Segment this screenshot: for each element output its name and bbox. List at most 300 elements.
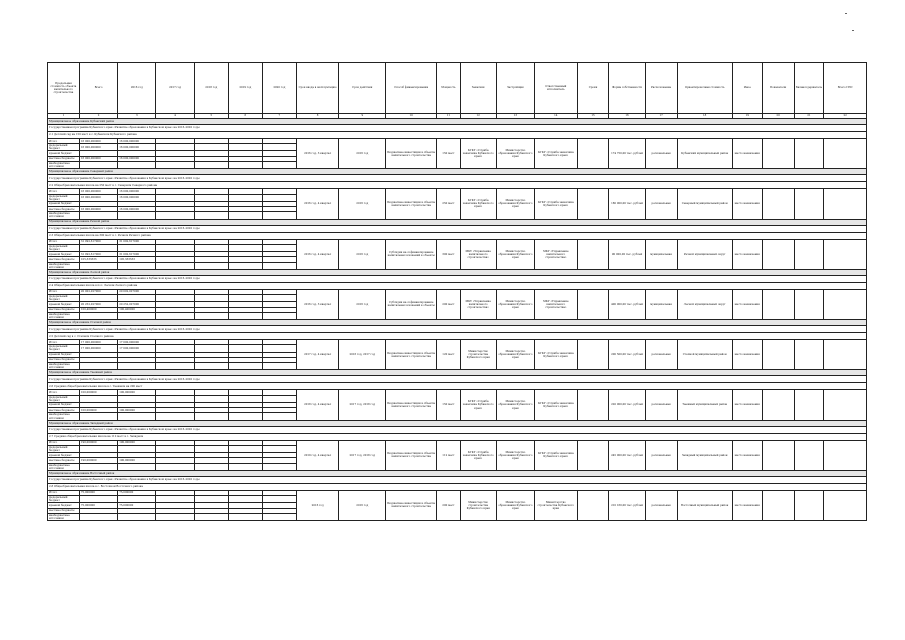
column-number: 12: [460, 114, 496, 119]
finance-total: [79, 496, 117, 503]
object-row: [48, 483, 867, 490]
finance-year-cell: [262, 194, 296, 201]
estimated-cost: 90 000,00 тыс. рублей: [609, 239, 645, 269]
finance-year-cell: [228, 262, 262, 269]
finance-year-cell: [228, 212, 262, 219]
executor: КГКУ «Служба заказчика Кубанского края»: [535, 390, 578, 420]
capacity: 200 мест: [437, 289, 460, 319]
location: Речной муниципальный округ: [677, 239, 732, 269]
finance-source-label: местные бюджеты: [48, 408, 80, 413]
finance-year-cell: [194, 212, 228, 219]
finance-year-cell: [262, 363, 296, 370]
estimated-cost: 180 000,00 тыс. рублей: [609, 189, 645, 219]
municipality-title: Муниципальное образование Таежный район: [48, 370, 867, 376]
finance-total: 17 000,000000: [79, 340, 117, 345]
column-header: Ответственный исполнитель: [535, 63, 578, 114]
finance-source-label: внебюджетные источники: [48, 162, 80, 169]
finance-year-cell: [194, 513, 228, 520]
executor: МКУ «Управление капитального строительства»: [535, 289, 578, 319]
finance-source-label: федеральный бюджет: [48, 295, 80, 302]
finance-total: [79, 445, 117, 452]
column-header: Заказчик: [460, 63, 496, 114]
finance-year-cell: [156, 162, 194, 169]
column-header: 2019 год: [228, 63, 262, 114]
customer: Министерство строительства Кубанского края: [460, 490, 496, 520]
finance-total: 100,000000: [79, 390, 117, 395]
commissioning-date: 2016 год, 3 квартал: [296, 289, 339, 319]
finance-total: 31 092,617000: [79, 239, 117, 244]
period: [577, 239, 609, 269]
finance-year-2016: 20 252,027000: [118, 302, 156, 307]
executor: КГКУ «Служба заказчика Кубанского края»: [535, 189, 578, 219]
finance-year-cell: [156, 194, 194, 201]
developer-note: [824, 440, 867, 470]
finance-total: [79, 162, 117, 169]
municipality-title: Муниципальное образование Северный район: [48, 169, 867, 175]
finance-year-2016: [118, 463, 156, 470]
object-title: 2.1 Детский сад на 150 мест в с. Кубанском Кубанского района: [48, 132, 867, 139]
location: Северный муниципальный район: [677, 189, 732, 219]
balance-holder: место назначения: [732, 239, 762, 269]
finance-source-label: федеральный бюджет: [48, 144, 80, 151]
finance-source-label: федеральный бюджет: [48, 445, 80, 452]
municipality-title: Муниципальное образование Речной район: [48, 219, 867, 225]
finance-source-label: местные бюджеты: [48, 508, 80, 513]
object-row: [48, 333, 867, 340]
column-number: 22: [824, 114, 867, 119]
finance-source-label: краевой бюджет: [48, 402, 80, 407]
column-number: 2: [79, 114, 117, 119]
ownership-form: региональная: [645, 340, 677, 370]
finance-source-label: внебюджетные источники: [48, 262, 80, 269]
developer-note: [824, 239, 867, 269]
finance-year-2016: 20 002,027000: [118, 289, 156, 294]
finance-source-label: местные бюджеты: [48, 458, 80, 463]
finance-total: 75,000000: [79, 503, 117, 508]
developer-note: [824, 139, 867, 169]
object-row: [48, 282, 867, 289]
capacity-note: [762, 189, 794, 219]
finance-year-2016: 16 000,000000: [118, 144, 156, 151]
financing-method: Бюджетные инвестиции в объекты капитального строительства: [386, 390, 437, 420]
finance-year-cell: [262, 162, 296, 169]
customer: КГКУ «Служба заказчика Кубанского края»: [460, 189, 496, 219]
commissioning-date: 2016 год, 4 квартал: [296, 239, 339, 269]
finance-year-2016: 75,000000: [118, 490, 156, 495]
program-row: [48, 326, 867, 333]
table-header-row: [48, 63, 867, 114]
finance-total: 17 000,000000: [79, 345, 117, 352]
finance-year-2016: [118, 262, 156, 269]
commissioning-date: 2016 год, 3 квартал: [296, 139, 339, 169]
financing-method: Бюджетные инвестиции в объекты капитального строительства: [386, 139, 437, 169]
capacity-note: [762, 239, 794, 269]
table-body: [48, 119, 867, 521]
ownership-form: региональная: [645, 490, 677, 520]
commissioning-date: 2019 год, 4 квартал: [296, 440, 339, 470]
column-header: Показатели: [762, 63, 794, 114]
column-header: Способ финансирования: [386, 63, 437, 114]
object-row: [48, 433, 867, 440]
developer: Министерство образования Кубанского края: [496, 440, 534, 470]
finance-total: [79, 312, 117, 319]
finance-year-2016: 31 092,617000: [118, 239, 156, 244]
object-title: 2.4 Общеобразовательная школа в пос. Лесном Лесного района: [48, 282, 867, 289]
financing-method: Бюджетные инвестиции в объекты капитального строительства: [386, 490, 437, 520]
finance-total: 16 000,000000: [79, 144, 117, 151]
column-header: Расположение: [645, 63, 677, 114]
column-header: Предельная стоимость объекта капитального строительства: [48, 63, 80, 114]
developer: Министерство образования Кубанского края: [496, 189, 534, 219]
capacity-note: [762, 139, 794, 169]
period: [577, 490, 609, 520]
finance-source-label: Итого: [48, 490, 80, 495]
finance-year-cell: [156, 262, 194, 269]
ownership-form: муниципальная: [645, 289, 677, 319]
location: Западный муниципальный район: [677, 440, 732, 470]
finance-year-cell: [228, 295, 262, 302]
estimated-cost: 245 000,00 тыс. рублей: [609, 440, 645, 470]
finance-year-cell: [228, 513, 262, 520]
ownership-form: региональная: [645, 390, 677, 420]
period: [577, 189, 609, 219]
finance-total: 16 000,000000: [79, 189, 117, 194]
finance-source-label: краевой бюджет: [48, 352, 80, 357]
program-row: [48, 426, 867, 433]
municipality-title: Муниципальное образование Восточный район: [48, 470, 867, 476]
duration: 2016 год: [339, 239, 386, 269]
finance-total: 16 000,000000: [79, 139, 117, 144]
column-header: Срок действия: [339, 63, 386, 114]
program-title: Государственная программа Кубанского края «Развитие образования в Кубанском крае» на 2016–2020 годы: [48, 175, 867, 182]
financing-method: Субсидии на софинансирование капитальных вложений в объекты: [386, 289, 437, 319]
program-row: [48, 275, 867, 282]
finance-year-2016: 100,000000: [118, 390, 156, 395]
capacity-note: [762, 340, 794, 370]
finance-year-cell: [262, 244, 296, 251]
finance-year-2016: 16 000,000000: [118, 207, 156, 212]
finance-source-label: Итого: [48, 440, 80, 445]
program-title: Государственная программа Кубанского края «Развитие образования в Кубанском крае» на 2016–2020 годы: [48, 275, 867, 282]
finance-year-2016: [118, 212, 156, 219]
column-header: Всего: [79, 63, 117, 114]
finance-total: 16 000,000000: [79, 156, 117, 161]
finance-total: [79, 262, 117, 269]
finance-year-2016: [118, 445, 156, 452]
column-header: Ориентировочная стоимость: [677, 63, 732, 114]
finance-year-cell: [228, 463, 262, 470]
duration: 2017 год, 2018 год: [339, 440, 386, 470]
finance-year-2016: [118, 363, 156, 370]
developer: Министерство образования Кубанского края: [496, 390, 534, 420]
finance-year-2016: [118, 244, 156, 251]
finance-year-2016: 75,000000: [118, 503, 156, 508]
finance-year-cell: [194, 496, 228, 503]
column-number: 1: [48, 114, 80, 119]
column-number: 9: [339, 114, 386, 119]
program-title: Государственная программа Кубанского края «Развитие образования в Кубанском крае» на 2016–2020 годы: [48, 476, 867, 483]
column-header: Застройщик: [496, 63, 534, 114]
column-number: 7: [262, 114, 296, 119]
finance-year-cell: [194, 463, 228, 470]
finance-year-2016: 16 000,000000: [118, 194, 156, 201]
finance-year-cell: [156, 363, 194, 370]
estimated-cost: 200 500,00 тыс. рублей: [609, 340, 645, 370]
customer-note: [794, 189, 824, 219]
finance-year-cell: [262, 413, 296, 420]
finance-year-2016: 16 000,000000: [118, 156, 156, 161]
finance-year-cell: [194, 312, 228, 319]
column-number: 8: [296, 114, 339, 119]
duration: 2017 год, 2018 год: [339, 390, 386, 420]
finance-source-label: местные бюджеты: [48, 257, 80, 262]
customer-note: [794, 340, 824, 370]
balance-holder: место назначения: [732, 189, 762, 219]
column-header: Срок ввода в эксплуатацию: [296, 63, 339, 114]
program-title: Государственная программа Кубанского края «Развитие образования в Кубанском крае» на 2016–2020 годы: [48, 125, 867, 132]
customer-note: [794, 490, 824, 520]
period: [577, 340, 609, 370]
finance-total: [79, 513, 117, 520]
finance-source-label: федеральный бюджет: [48, 244, 80, 251]
finance-year-cell: [228, 395, 262, 402]
finance-year-cell: [262, 445, 296, 452]
balance-holder: место назначения: [732, 340, 762, 370]
municipality-title: Муниципальное образование Степной район: [48, 320, 867, 326]
finance-year-2016: 190,000000: [118, 440, 156, 445]
executor: КГКУ «Служба заказчика Кубанского края»: [535, 340, 578, 370]
finance-source-label: Итого: [48, 139, 80, 144]
column-number: 5: [194, 114, 228, 119]
finance-source-label: внебюджетные источники: [48, 312, 80, 319]
finance-year-cell: [262, 496, 296, 503]
finance-year-cell: [228, 496, 262, 503]
column-number: 6: [228, 114, 262, 119]
balance-holder: место назначения: [732, 139, 762, 169]
finance-year-cell: [262, 345, 296, 352]
column-header: Всего ПЭС: [824, 63, 867, 114]
object-row: [48, 383, 867, 390]
finance-total: [79, 244, 117, 251]
finance-source-label: краевой бюджет: [48, 151, 80, 156]
column-number: 3: [118, 114, 156, 119]
finance-year-2016: 31 092,617000: [118, 252, 156, 257]
ownership-form: региональная: [645, 139, 677, 169]
developer-note: [824, 390, 867, 420]
finance-source-label: Итого: [48, 289, 80, 294]
finance-source-label: Итого: [48, 340, 80, 345]
finance-year-cell: [194, 413, 228, 420]
developer: Министерство образования Кубанского края: [496, 340, 534, 370]
finance-source-label: внебюджетные источники: [48, 212, 80, 219]
customer: Министерство строительства Кубанского края: [460, 340, 496, 370]
finance-year-cell: [262, 312, 296, 319]
finance-total: 31 092,617000: [79, 252, 117, 257]
finance-source-label: краевой бюджет: [48, 252, 80, 257]
column-header: Форма собственности: [609, 63, 645, 114]
column-header: 2018 год: [194, 63, 228, 114]
capital-construction-table: [47, 62, 867, 521]
finance-year-cell: [194, 445, 228, 452]
location: Восточный муниципальный район: [677, 490, 732, 520]
duration: 2016 год: [339, 490, 386, 520]
customer: КГКУ «Служба заказчика Кубанского края»: [460, 440, 496, 470]
finance-year-2016: 17 000,000000: [118, 340, 156, 345]
column-header: Сроки: [577, 63, 609, 114]
finance-year-cell: [156, 212, 194, 219]
developer-note: [824, 289, 867, 319]
object-title: 2.6 Средняя общеобразовательная школа в с. Таежном на 200 мест: [48, 383, 867, 390]
column-number: 4: [156, 114, 194, 119]
capacity-note: [762, 390, 794, 420]
finance-total: [79, 295, 117, 302]
customer: МКУ «Управление капитального строительства»: [460, 239, 496, 269]
page-corner-mark: [845, 13, 847, 14]
developer: Министерство образования Кубанского края: [496, 490, 534, 520]
ownership-form: муниципальная: [645, 239, 677, 269]
ownership-form: региональная: [645, 440, 677, 470]
finance-source-label: Итого: [48, 239, 80, 244]
finance-year-cell: [194, 162, 228, 169]
column-number: 10: [386, 114, 437, 119]
developer: Министерство образования Кубанского края: [496, 289, 534, 319]
finance-total: [79, 463, 117, 470]
balance-holder: место назначения: [732, 440, 762, 470]
finance-year-2016: [118, 496, 156, 503]
finance-year-2016: [118, 413, 156, 420]
finance-total: 105,333333: [79, 257, 117, 262]
capacity-note: [762, 440, 794, 470]
finance-year-cell: [262, 395, 296, 402]
location: Кубанский муниципальный район: [677, 139, 732, 169]
developer: Министерство образования Кубанского края: [496, 239, 534, 269]
finance-year-cell: [228, 144, 262, 151]
object-title: 2.2 Общеобразовательная школа на 250 мест в с. Северном Северного района: [48, 182, 867, 189]
column-number: 20: [762, 114, 794, 119]
ownership-form: региональная: [645, 189, 677, 219]
column-number: 14: [535, 114, 578, 119]
finance-year-2016: 16 000,000000: [118, 189, 156, 194]
finance-year-cell: [194, 363, 228, 370]
customer: КГКУ «Служба заказчика Кубанского края»: [460, 390, 496, 420]
executor: КГКУ «Служба заказчика Кубанского края»: [535, 440, 578, 470]
finance-year-cell: [228, 194, 262, 201]
object-title: 2.5 Детский сад в с. Степном Степного района: [48, 333, 867, 340]
developer-note: [824, 490, 867, 520]
finance-year-cell: [194, 262, 228, 269]
finance-year-cell: [156, 395, 194, 402]
finance-total: 190,000000: [79, 440, 117, 445]
column-number: 17: [645, 114, 677, 119]
duration: 2016 год: [339, 139, 386, 169]
finance-year-cell: [194, 395, 228, 402]
finance-source-label: внебюджетные источники: [48, 513, 80, 520]
finance-year-cell: [228, 413, 262, 420]
balance-holder: место назначения: [732, 390, 762, 420]
finance-year-cell: [194, 194, 228, 201]
finance-year-2016: 190,000000: [118, 458, 156, 463]
capacity: 150 мест: [437, 390, 460, 420]
developer: Министерство образования Кубанского края: [496, 139, 534, 169]
finance-source-label: внебюджетные источники: [48, 463, 80, 470]
finance-year-cell: [156, 244, 194, 251]
finance-total: [79, 212, 117, 219]
finance-source-label: краевой бюджет: [48, 201, 80, 206]
object-row: [48, 182, 867, 189]
financing-method: Бюджетные инвестиции в объекты капитального строительства: [386, 189, 437, 219]
column-number: 19: [732, 114, 762, 119]
period: [577, 139, 609, 169]
location: Степной муниципальный район: [677, 340, 732, 370]
finance-year-cell: [262, 262, 296, 269]
program-row: [48, 376, 867, 383]
finance-year-cell: [228, 363, 262, 370]
finance-year-2016: 100,400000: [118, 307, 156, 312]
finance-total: [79, 395, 117, 402]
financing-method: Субсидии на софинансирование капитальных вложений в объекты: [386, 239, 437, 269]
duration: 2016 год: [339, 189, 386, 219]
program-title: Государственная программа Кубанского края «Развитие образования в Кубанском крае» на 2016–2020 годы: [48, 225, 867, 232]
finance-year-cell: [228, 445, 262, 452]
program-row: [48, 225, 867, 232]
period: [577, 440, 609, 470]
finance-total: 75,000000: [79, 490, 117, 495]
column-header: 2017 год: [156, 63, 194, 114]
program-title: Государственная программа Кубанского края «Развитие образования в Кубанском крае» на 2016–2020 годы: [48, 376, 867, 383]
finance-source-label: федеральный бюджет: [48, 194, 80, 201]
capacity: 250 мест: [437, 189, 460, 219]
customer-note: [794, 239, 824, 269]
finance-source-label: федеральный бюджет: [48, 345, 80, 352]
finance-source-label: местные бюджеты: [48, 357, 80, 362]
estimated-cost: 210 160,00 тыс. рублей: [609, 490, 645, 520]
finance-total: 190,000000: [79, 458, 117, 463]
finance-year-cell: [262, 212, 296, 219]
finance-year-cell: [262, 513, 296, 520]
estimated-cost: 220 000,00 тыс. рублей: [609, 390, 645, 420]
finance-source-label: местные бюджеты: [48, 207, 80, 212]
balance-holder: место назначения: [732, 289, 762, 319]
column-header: 2016 год: [118, 63, 156, 114]
customer-note: [794, 289, 824, 319]
commissioning-date: 2018 год, 4 квартал: [296, 390, 339, 420]
finance-source-label: Итого: [48, 390, 80, 395]
finance-year-cell: [156, 345, 194, 352]
finance-source-label: Итого: [48, 189, 80, 194]
finance-source-label: краевой бюджет: [48, 302, 80, 307]
capacity-note: [762, 490, 794, 520]
executor: Министерство строительства Кубанского края: [535, 490, 578, 520]
column-number: 15: [577, 114, 609, 119]
finance-source-label: краевой бюджет: [48, 503, 80, 508]
period: [577, 390, 609, 420]
finance-year-cell: [156, 413, 194, 420]
developer-note: [824, 189, 867, 219]
balance-holder: место назначения: [732, 490, 762, 520]
column-number: 11: [437, 114, 460, 119]
finance-year-cell: [156, 312, 194, 319]
finance-year-cell: [156, 144, 194, 151]
finance-year-cell: [228, 345, 262, 352]
program-title: Государственная программа Кубанского края «Развитие образования в Кубанском крае» на 2016–2020 годы: [48, 426, 867, 433]
finance-total: [79, 413, 117, 420]
column-number: 18: [677, 114, 732, 119]
finance-year-cell: [194, 295, 228, 302]
finance-year-cell: [262, 295, 296, 302]
financing-method: Бюджетные инвестиции в объекты капитального строительства: [386, 340, 437, 370]
finance-year-2016: [118, 162, 156, 169]
finance-year-cell: [156, 463, 194, 470]
